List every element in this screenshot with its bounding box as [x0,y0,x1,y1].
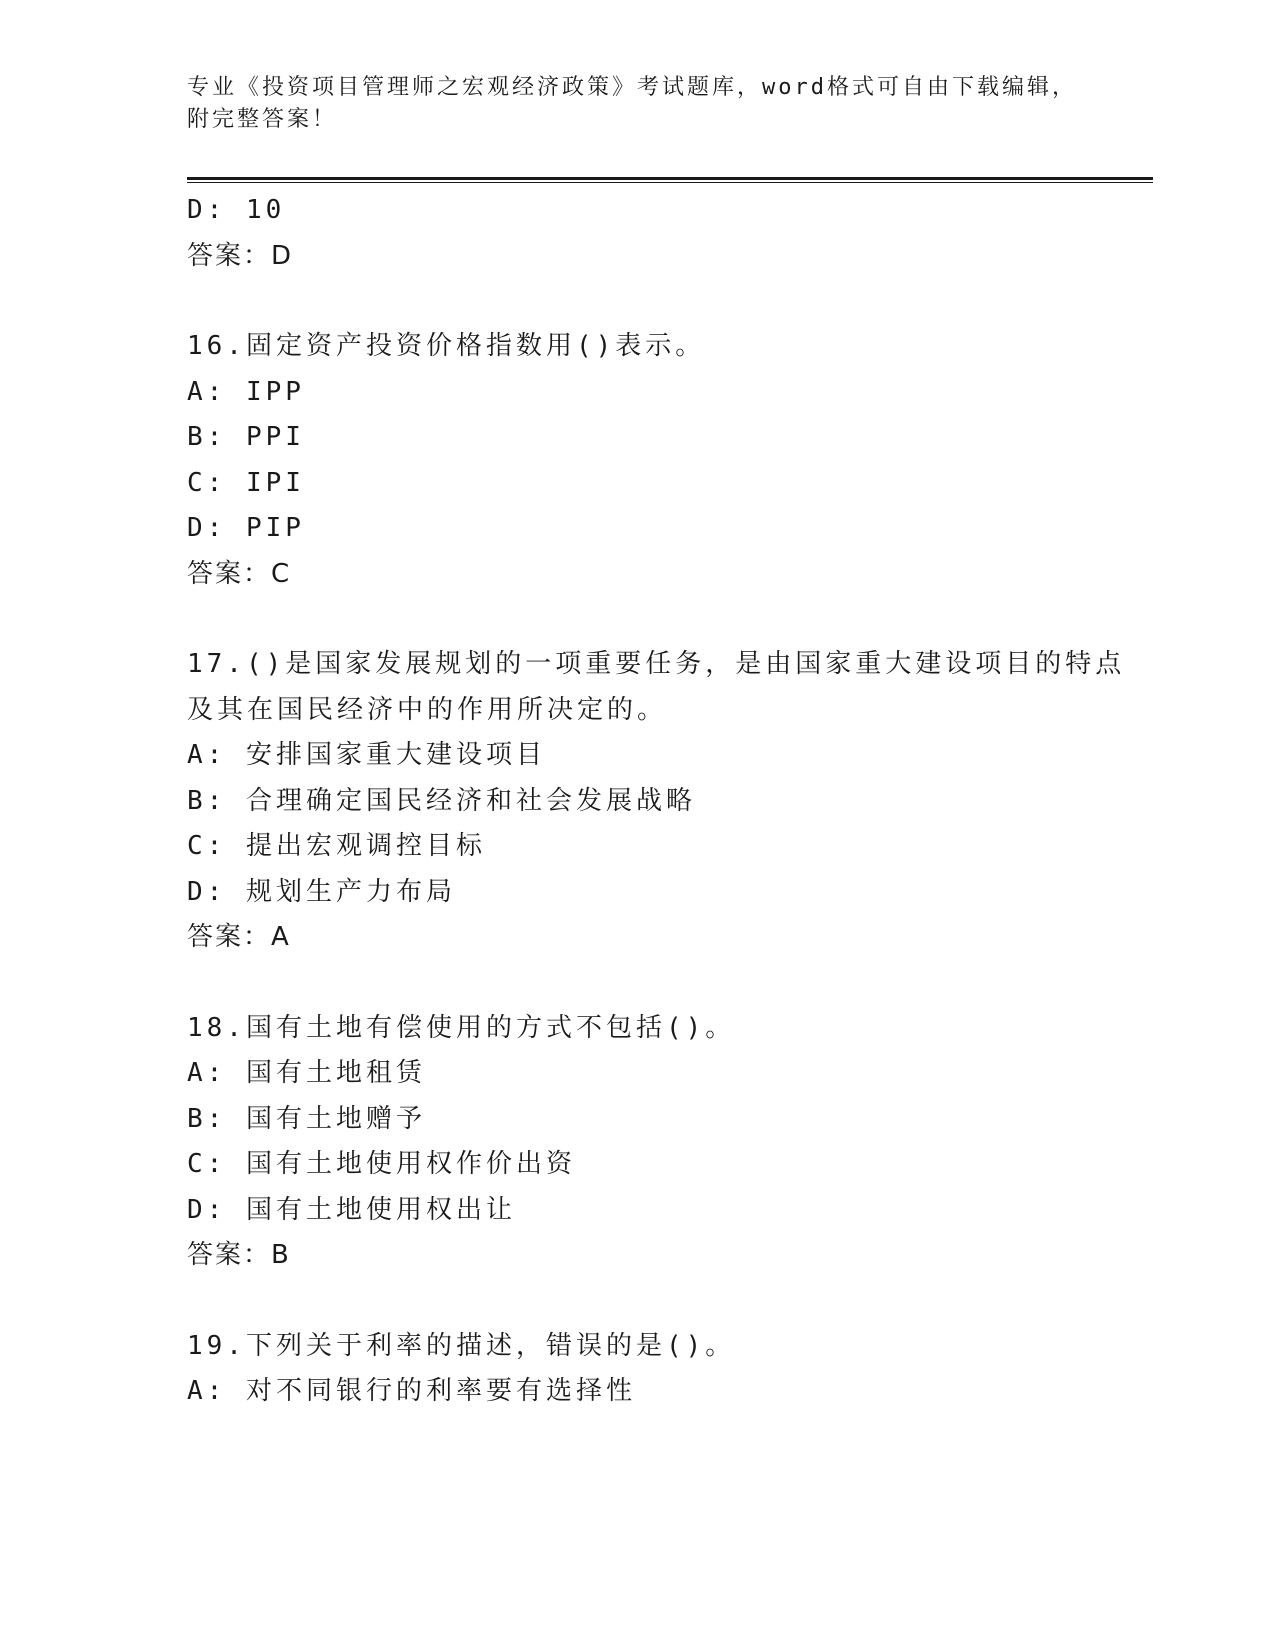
header-line-1: 专业《投资项目管理师之宏观经济政策》考试题库，word格式可自由下载编辑， [187,75,1077,100]
option-d: D: PIP [187,513,305,543]
question-19 [187,1324,1153,1415]
option-d: D: 10 [187,195,286,225]
option-b: B: PPI [187,422,305,452]
answer-line: 答案：C [187,558,292,589]
option-c: C: IPI [187,467,305,498]
option-a: A: 安排国家重大建设项目 [187,740,546,770]
answer-line: 答案：A [187,922,291,952]
spacer [187,279,1153,324]
option-a: A: 对不同银行的利率要有选择性 [187,1376,636,1406]
document-body [187,188,1153,1415]
question-stem: 16.固定资产投资价格指数用()表示。 [187,331,706,361]
option-a: A: IPP [187,376,305,407]
option-d: D: 规划生产力布局 [187,876,456,907]
option-b: B: 合理确定国民经济和社会发展战略 [187,785,696,816]
question-16 [187,324,1153,597]
question-stem: 17.()是国家发展规划的一项重要任务，是由国家重大建设项目的特点 [187,649,1126,679]
header-rule-thick [187,177,1153,180]
spacer [187,961,1153,1006]
header-line-2: 附完整答案！ [187,107,338,132]
question-stem-continued: 及其在国民经济中的作用所决定的。 [187,694,668,725]
option-d: D: 国有土地使用权出让 [187,1194,516,1225]
question-stem: 18.国有土地有偿使用的方式不包括()。 [187,1012,736,1043]
spacer [187,597,1153,642]
option-b: B: 国有土地赠予 [187,1103,426,1134]
question-17 [187,642,1153,961]
spacer [187,1279,1153,1324]
option-a: A: 国有土地租赁 [187,1058,426,1088]
document-header [187,72,1087,136]
option-c: C: 国有土地使用权作价出资 [187,1149,576,1179]
option-c: C: 提出宏观调控目标 [187,831,486,861]
question-18 [187,1006,1153,1279]
header-rule-thin [187,182,1153,183]
question-stem: 19.下列关于利率的描述，错误的是()。 [187,1330,736,1361]
answer-line: 答案：D [187,240,294,271]
answer-line: 答案：B [187,1240,291,1270]
